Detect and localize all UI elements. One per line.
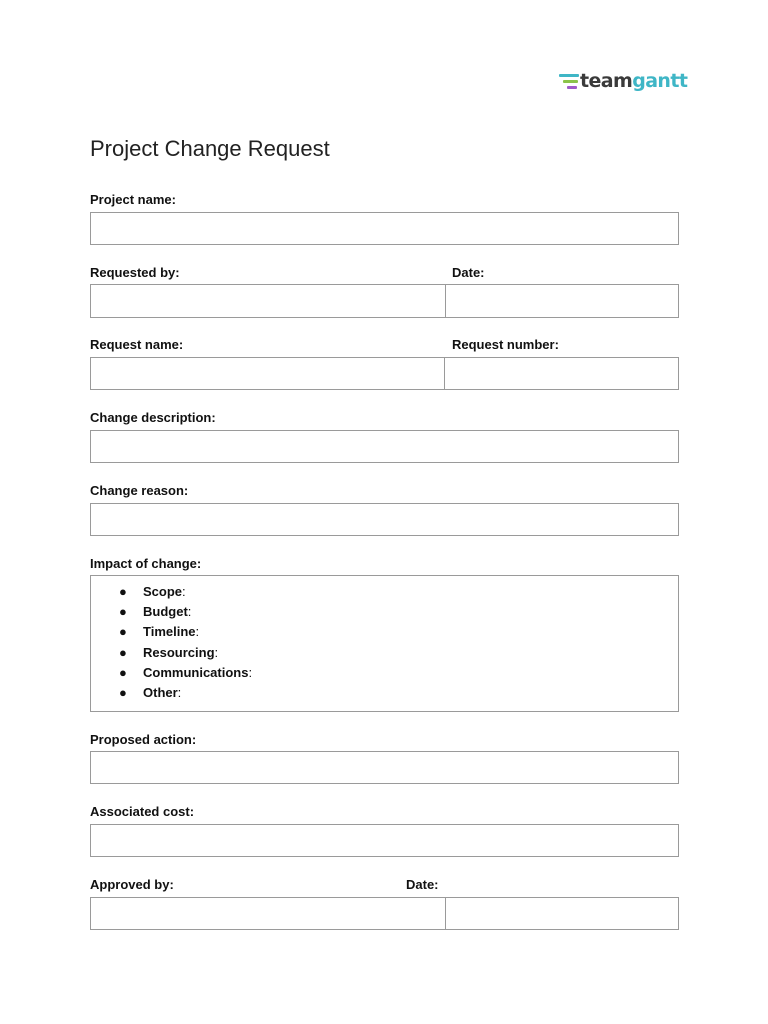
impact-item-label: Scope (143, 584, 183, 599)
impact-of-change-box[interactable] (90, 575, 679, 712)
impact-item-resourcing (119, 645, 252, 665)
change-description-field[interactable] (90, 430, 679, 463)
bullet-icon: ● (119, 584, 127, 599)
associated-cost-field[interactable] (90, 824, 679, 857)
impact-item-separator: : (182, 584, 186, 599)
impact-of-change-label: Impact of change: (90, 556, 202, 571)
requested-date-label: Date: (452, 265, 485, 280)
impact-item-label: Timeline (143, 624, 196, 640)
approved-date-field[interactable] (445, 897, 679, 930)
impact-list (119, 584, 252, 705)
impact-item-scope (119, 584, 252, 604)
teamgantt-logo (559, 70, 687, 92)
impact-item-timeline (119, 624, 252, 644)
bullet-icon: ● (119, 664, 127, 680)
change-description-label: Change description: (90, 410, 216, 425)
change-reason-field[interactable] (90, 503, 679, 536)
impact-item-label: Budget (143, 604, 188, 620)
logo-wordmark (580, 70, 687, 92)
logo-bars-icon (559, 72, 579, 90)
bullet-icon: ● (119, 604, 127, 620)
bullet-icon: ● (119, 684, 127, 700)
logo-word-team: team (580, 70, 633, 92)
approved-by-label: Approved by: (90, 877, 174, 892)
requested-by-field[interactable] (90, 284, 446, 318)
request-name-label: Request name: (90, 337, 184, 352)
approved-date-label: Date: (406, 877, 439, 892)
proposed-action-label: Proposed action: (90, 732, 197, 747)
request-name-field[interactable] (90, 357, 445, 390)
associated-cost-label: Associated cost: (90, 804, 195, 819)
project-name-field[interactable] (90, 212, 679, 245)
impact-item-communications (119, 665, 252, 685)
impact-item-budget (119, 604, 252, 624)
logo-bar-1 (559, 74, 579, 77)
bullet-icon: ● (119, 624, 127, 640)
requested-by-label: Requested by: (90, 265, 180, 280)
impact-item-label: Other (143, 684, 178, 700)
impact-item-separator: : (187, 604, 192, 620)
impact-item-label: Communications (143, 664, 249, 680)
requested-date-field[interactable] (445, 284, 679, 318)
proposed-action-field[interactable] (90, 751, 679, 784)
impact-item-separator: : (248, 664, 253, 680)
approved-by-field[interactable] (90, 897, 446, 930)
bullet-icon: ● (119, 644, 127, 660)
project-name-label: Project name: (90, 192, 176, 207)
impact-item-label: Resourcing (143, 644, 215, 660)
request-number-field[interactable] (444, 357, 679, 390)
logo-bar-3 (567, 86, 577, 89)
impact-item-separator: : (177, 684, 182, 700)
request-number-label: Request number: (452, 337, 559, 352)
change-reason-label: Change reason: (90, 483, 189, 498)
page-title: Project Change Request (90, 136, 330, 161)
impact-item-other (119, 685, 252, 705)
impact-item-separator: : (214, 644, 219, 660)
logo-word-gantt: gantt (632, 70, 688, 92)
impact-item-separator: : (195, 624, 200, 640)
logo-bar-2 (563, 80, 578, 83)
